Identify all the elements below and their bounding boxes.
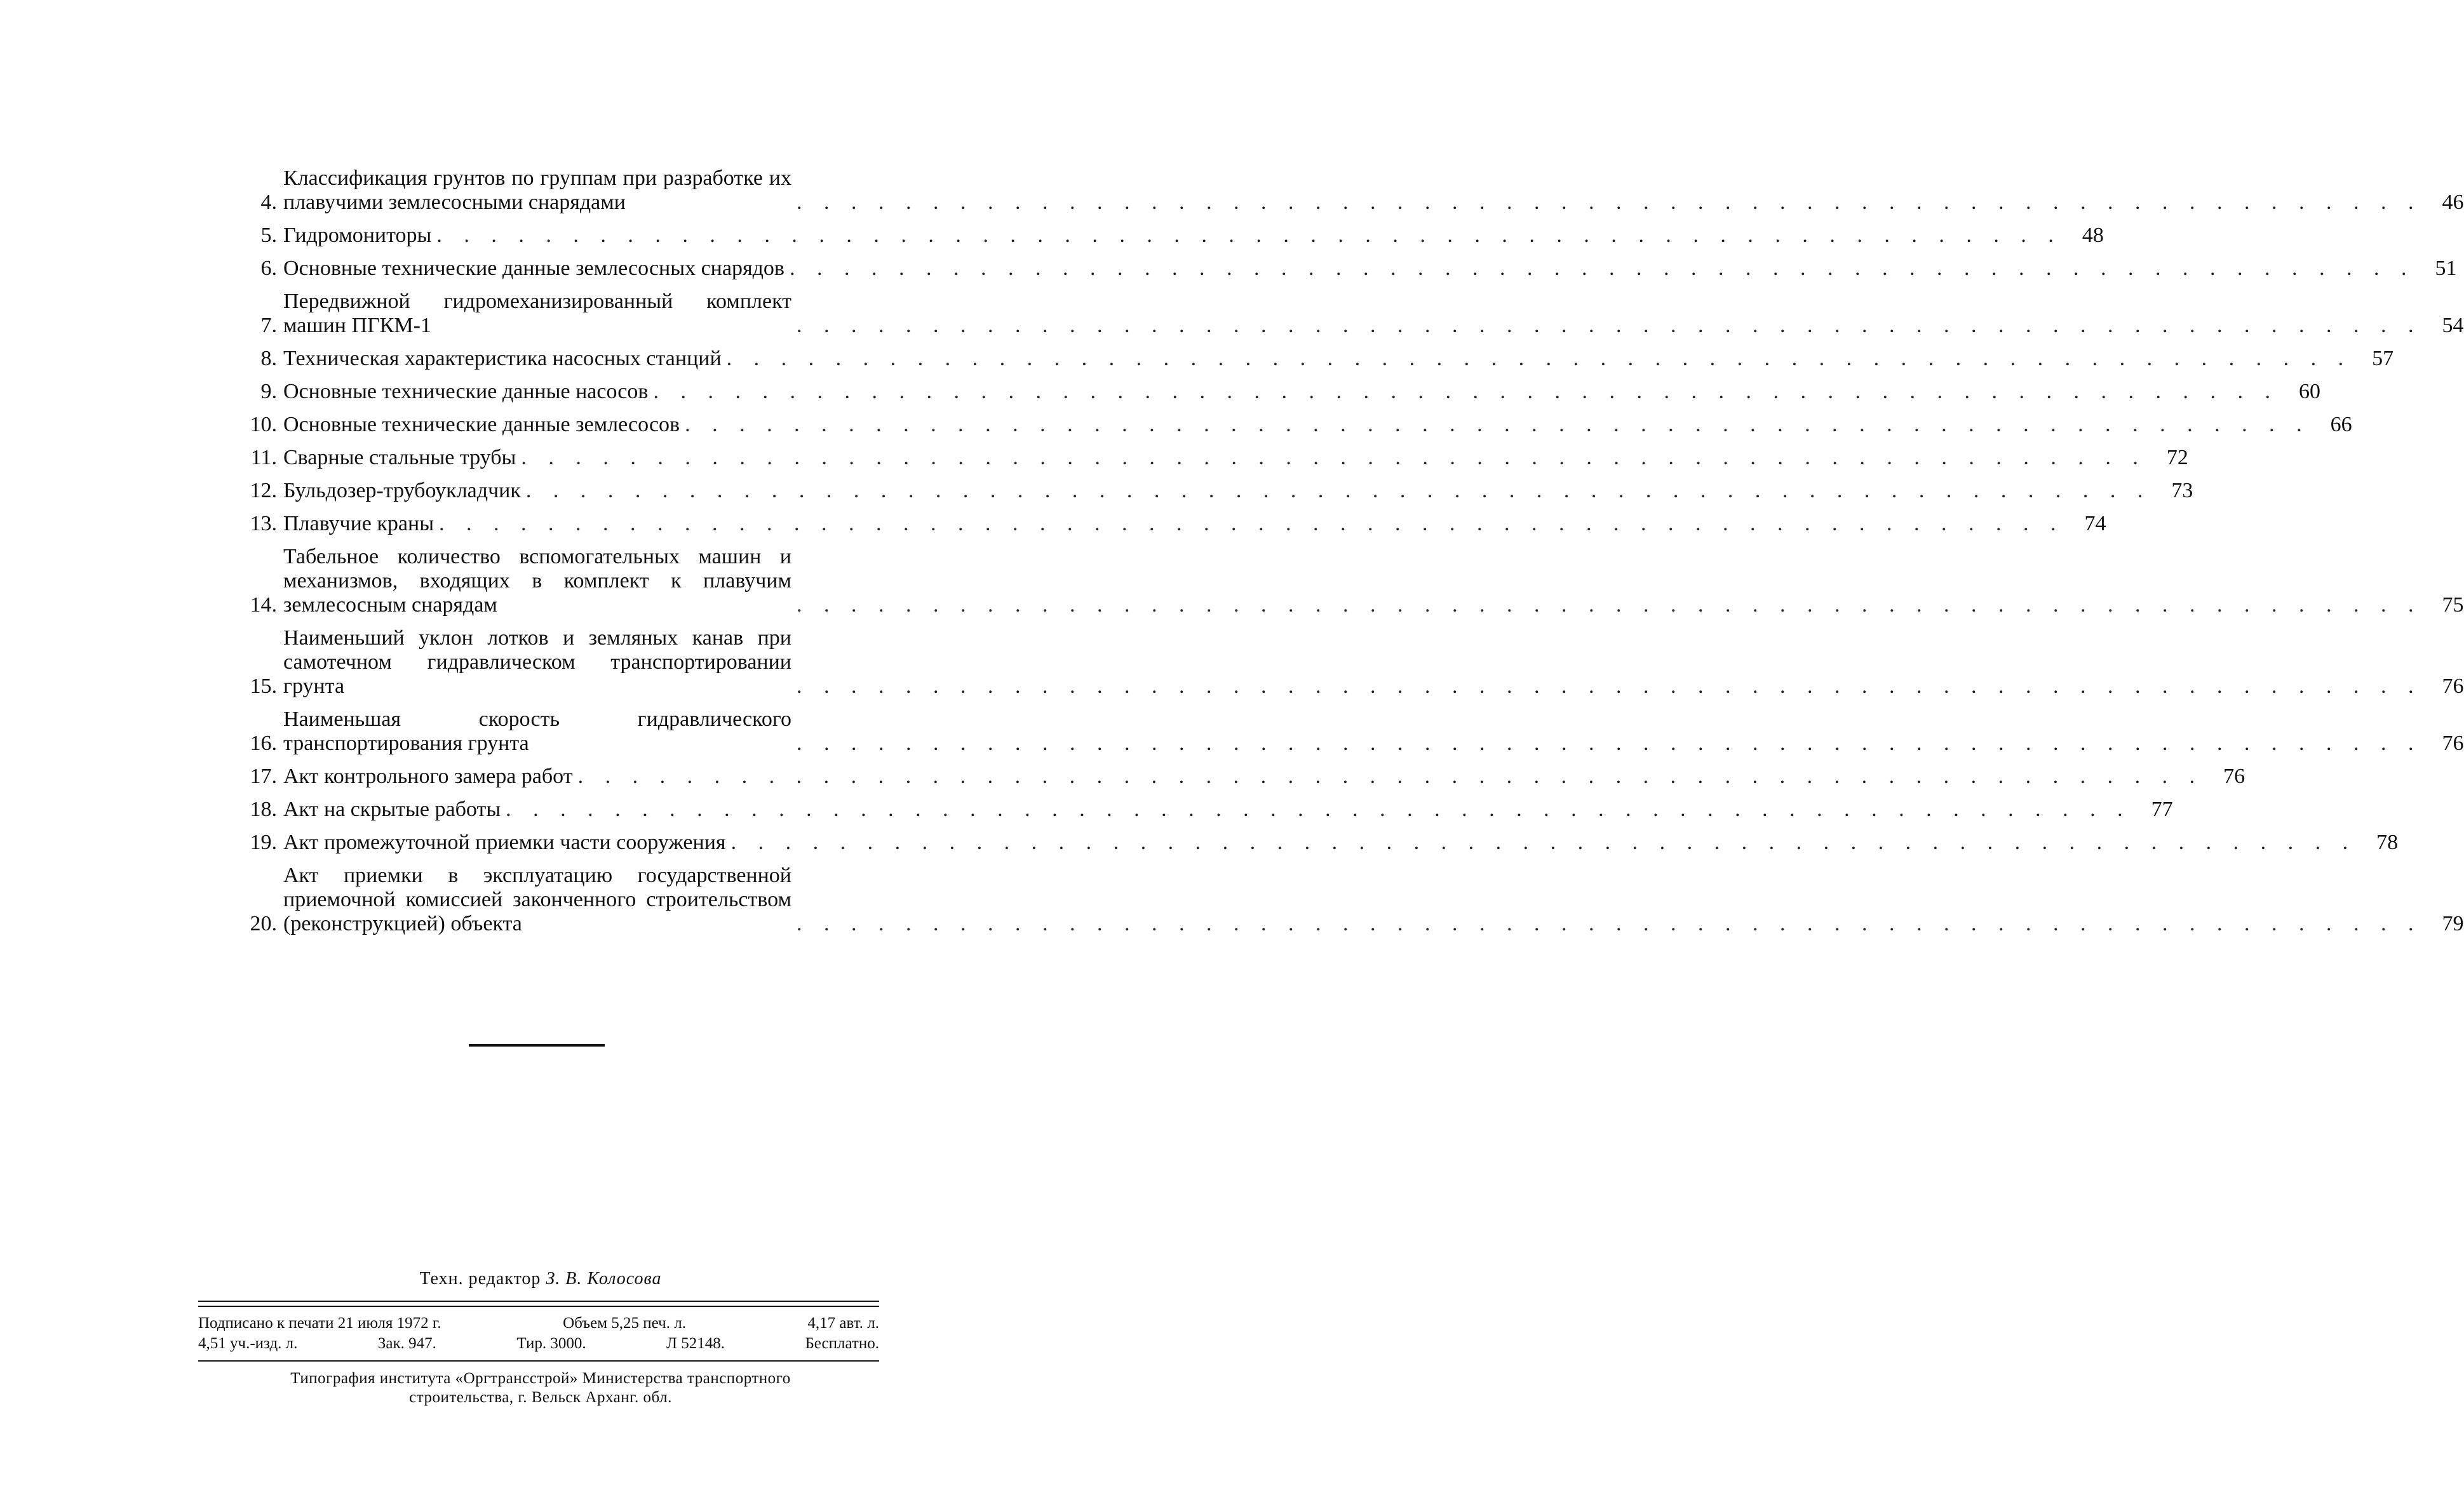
- imprint-license: Л 52148.: [666, 1335, 725, 1352]
- toc-entry-body: [283, 413, 2352, 437]
- toc-leader-dots: [797, 191, 2422, 215]
- toc-entry: [235, 545, 2464, 617]
- toc-leader-dots: [797, 732, 2422, 756]
- imprint-volume: Объем 5,25 печ. л.: [563, 1315, 686, 1332]
- imprint-block: [198, 1313, 879, 1354]
- toc-entry-page: 57: [2372, 347, 2394, 370]
- toc-entry-body: [283, 798, 2173, 822]
- toc-entry-number: 13.: [250, 512, 277, 535]
- toc-entry-number: 11.: [250, 446, 277, 469]
- toc-leader-dots: [797, 314, 2422, 338]
- toc-entry-number: 15.: [250, 674, 277, 698]
- imprint-row-1: [198, 1313, 879, 1334]
- toc-entry-title: Акт приемки в эксплуатацию государственной приемочной комиссией законченного строительством (реконструкцией) объекта: [283, 864, 791, 935]
- table-of-contents: [235, 166, 2464, 945]
- toc-leader-dots: [797, 674, 2422, 699]
- toc-entry-page: 76: [2442, 732, 2464, 755]
- toc-entry-number: 7.: [260, 314, 277, 337]
- toc-entry: [235, 224, 2104, 248]
- toc-leader-dots: [436, 224, 2062, 248]
- imprint-signed: Подписано к печати 21 июля 1972 г.: [198, 1315, 441, 1332]
- imprint-top-double-rule: [198, 1301, 879, 1307]
- toc-entry-title: Гидромониторы: [283, 224, 432, 247]
- tech-editor-name: З. В. Колосова: [546, 1269, 662, 1289]
- toc-entry-page: 51: [2435, 257, 2457, 280]
- toc-entry: [235, 446, 2188, 470]
- toc-entry: [235, 347, 2394, 371]
- toc-entry: [235, 798, 2173, 822]
- toc-entry: [235, 831, 2399, 855]
- toc-entry-number: 16.: [250, 732, 277, 755]
- toc-entry-number: 4.: [260, 191, 277, 214]
- printer-info: [0, 1369, 1081, 1407]
- toc-leader-dots: [797, 912, 2422, 936]
- toc-entry-title: Основные технические данные насосов: [283, 380, 649, 403]
- toc-entry-number: 20.: [250, 912, 277, 935]
- toc-entry-number: 12.: [250, 479, 277, 502]
- toc-entry-body: [283, 446, 2188, 470]
- toc-entry-body: [283, 479, 2193, 503]
- toc-entry-body: [283, 545, 2464, 617]
- toc-entry-page: 77: [2151, 798, 2173, 821]
- toc-entry: [235, 380, 2320, 404]
- toc-entry-page: 66: [2330, 413, 2352, 436]
- toc-entry-body: [283, 707, 2464, 756]
- toc-entry-number: 10.: [250, 413, 277, 436]
- toc-entry-title: Основные технические данные землесосов: [283, 413, 680, 436]
- toc-entry-title: Наименьший уклон лотков и земляных канав при самотечном гидравлическом транспортировании грунта: [283, 626, 791, 698]
- toc-entry-title: Табельное количество вспомогательных машин и механизмов, входящих в комплект к плавучим землесосным снарядам: [283, 545, 791, 617]
- imprint-row-2: [198, 1334, 879, 1354]
- toc-entry-title: Наименьшая скорость гидравлического транспортирования грунта: [283, 707, 791, 755]
- section-divider: [469, 1044, 605, 1047]
- toc-leader-dots: [653, 380, 2279, 404]
- toc-entry-title: Бульдозер-трубоукладчик: [283, 479, 521, 502]
- toc-entry-page: 73: [2171, 479, 2193, 502]
- toc-entry-number: 14.: [250, 593, 277, 617]
- toc-entry-number: 17.: [250, 765, 277, 788]
- toc-entry-title: Акт на скрытые работы: [283, 798, 501, 821]
- imprint-author-sheets: 4,17 авт. л.: [807, 1315, 879, 1332]
- imprint-publisher-sheets: 4,51 уч.-изд. л.: [198, 1335, 298, 1352]
- toc-entry-page: 78: [2376, 831, 2399, 854]
- imprint-price: Бесплатно.: [805, 1335, 879, 1352]
- toc-entry-title: Акт промежуточной приемки части сооружения: [283, 831, 726, 854]
- toc-entry: [235, 626, 2464, 699]
- toc-entry-body: [283, 831, 2399, 855]
- toc-entry-number: 18.: [250, 798, 277, 821]
- imprint-bottom-rule: [198, 1360, 879, 1362]
- toc-entry-title: Техническая характеристика насосных станций: [283, 347, 722, 370]
- toc-entry-body: [283, 626, 2464, 699]
- toc-entry-number: 19.: [250, 831, 277, 854]
- toc-entry-title: Плавучие краны: [283, 512, 434, 535]
- imprint-print-run: Тир. 3000.: [516, 1335, 586, 1352]
- toc-entry-page: 76: [2223, 765, 2245, 788]
- toc-leader-dots: [506, 798, 2131, 822]
- toc-entry-body: [283, 166, 2464, 215]
- toc-leader-dots: [578, 765, 2204, 789]
- toc-entry-body: [283, 257, 2457, 281]
- toc-entry-number: 6.: [260, 257, 277, 280]
- toc-entry: [235, 512, 2106, 536]
- printer-line-2: строительства, г. Вельск Арханг. обл.: [409, 1389, 672, 1406]
- toc-leader-dots: [790, 257, 2415, 281]
- toc-entry-page: 79: [2442, 912, 2464, 935]
- tech-editor-label: Техн. редактор: [419, 1269, 541, 1289]
- toc-entry: [235, 479, 2193, 503]
- toc-entry-body: [283, 224, 2104, 248]
- toc-entry: [235, 166, 2464, 215]
- toc-entry-body: [283, 290, 2464, 338]
- toc-entry-body: [283, 864, 2464, 936]
- toc-entry: [235, 864, 2464, 936]
- toc-entry-number: 5.: [260, 224, 277, 247]
- toc-entry-page: 76: [2442, 674, 2464, 698]
- toc-entry-page: 48: [2082, 224, 2104, 247]
- toc-entry-title: Передвижной гидромеханизированный комплект машин ПГКМ-1: [283, 290, 791, 337]
- toc-entry-body: [283, 765, 2245, 789]
- toc-entry-body: [283, 512, 2106, 536]
- toc-entry-page: 72: [2166, 446, 2188, 469]
- printer-line-1: Типография института «Оргтрансстрой» Министерства транспортного: [290, 1370, 791, 1387]
- toc-leader-dots: [521, 446, 2146, 470]
- toc-entry-page: 60: [2298, 380, 2320, 403]
- toc-entry-title: Основные технические данные землесосных снарядов: [283, 257, 784, 280]
- toc-entry-body: [283, 347, 2394, 371]
- tech-editor-line: [0, 1269, 1081, 1289]
- toc-entry: [235, 257, 2457, 281]
- toc-entry-page: 54: [2442, 314, 2464, 337]
- toc-entry-title: Акт контрольного замера работ: [283, 765, 573, 788]
- toc-entry: [235, 707, 2464, 756]
- toc-entry-page: 46: [2442, 191, 2464, 214]
- toc-leader-dots: [526, 479, 2151, 503]
- toc-entry: [235, 413, 2352, 437]
- toc-leader-dots: [797, 593, 2422, 617]
- toc-entry-body: [283, 380, 2320, 404]
- toc-leader-dots: [439, 512, 2064, 536]
- toc-entry-title: Классификация грунтов по группам при разработке их плавучими землесосными снарядами: [283, 166, 791, 214]
- toc-entry-page: 74: [2084, 512, 2106, 535]
- toc-entry-number: 8.: [260, 347, 277, 370]
- toc-leader-dots: [731, 831, 2357, 855]
- toc-entry-page: 75: [2442, 593, 2464, 617]
- toc-leader-dots: [685, 413, 2310, 437]
- imprint-order: Зак. 947.: [377, 1335, 436, 1352]
- toc-entry-number: 9.: [260, 380, 277, 403]
- toc-leader-dots: [727, 347, 2352, 371]
- toc-entry: [235, 765, 2245, 789]
- toc-entry-title: Сварные стальные трубы: [283, 446, 516, 469]
- toc-entry: [235, 290, 2464, 338]
